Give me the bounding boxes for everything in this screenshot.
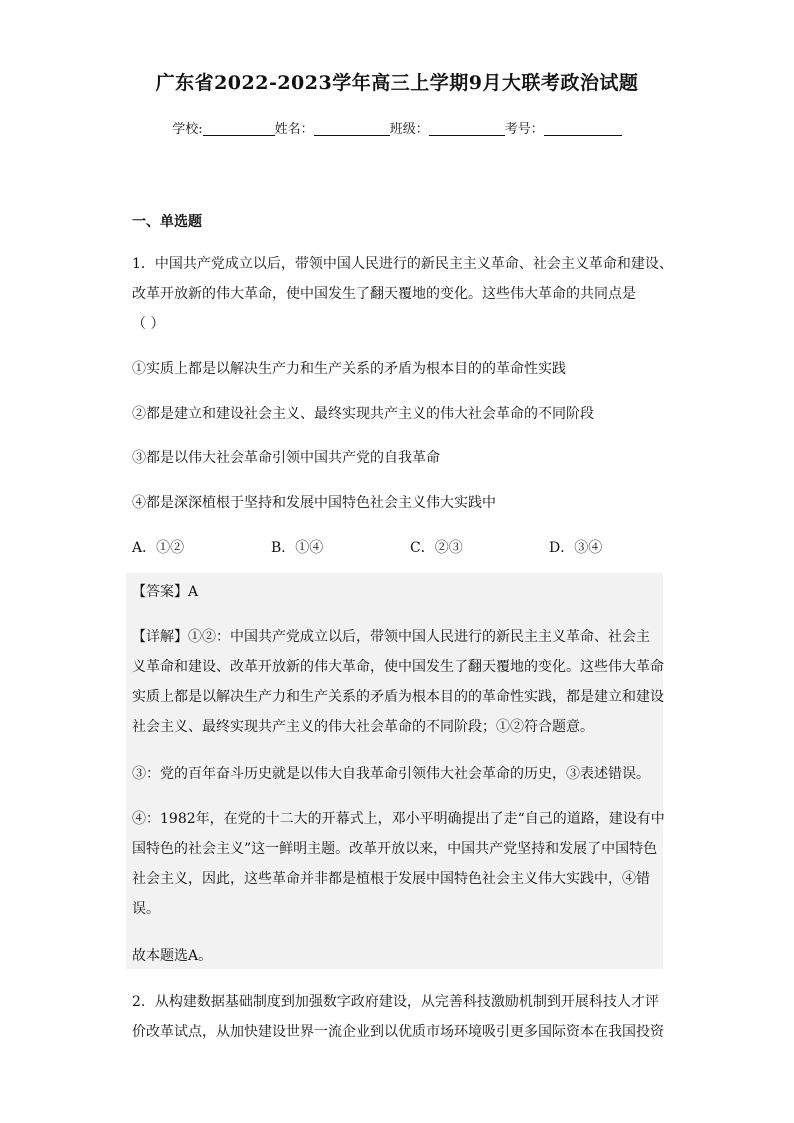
- q2-stem-line: 价改革试点，从加快建设世界一流企业到以优质市场环境吸引更多国际资本在我国投资: [132, 1024, 664, 1040]
- detail-line: 社会主义，因此，这些革命并非都是植根于发展中国特色社会主义伟大实践中，④错: [132, 871, 650, 887]
- document-title: 广东省2022-2023学年高三上学期9月大联考政治试题: [155, 72, 639, 94]
- q1-stem-line: （ ）: [132, 316, 165, 332]
- q1-statement: ②都是建立和建设社会主义、最终实现共产主义的伟大社会革命的不同阶段: [132, 406, 594, 422]
- detail-line: 义革命和建设、改革开放新的伟大革命，使中国发生了翻天覆地的变化。这些伟大革命: [132, 659, 664, 675]
- option-a[interactable]: A．①②: [132, 540, 185, 556]
- option-b[interactable]: B．①④: [271, 540, 324, 556]
- student-info-line: [0, 118, 794, 137]
- detail-line: 国特色的社会主义”这一鲜明主题。改革开放以来，中国共产党坚持和发展了中国特色: [132, 841, 658, 857]
- q1-statement: ①实质上都是以解决生产力和生产关系的矛盾为根本目的的革命性实践: [132, 361, 566, 377]
- detail-line: 实质上都是以解决生产力和生产关系的矛盾为根本目的的革命性实践，都是建立和建设: [132, 689, 664, 705]
- q1-stem-line: 改革开放新的伟大革命，使中国发生了翻天覆地的变化。这些伟大革命的共同点是: [132, 286, 636, 302]
- id-blank[interactable]: [544, 121, 622, 136]
- detail-line: 误。: [132, 901, 160, 917]
- class-label: 班级：: [389, 122, 429, 137]
- detail-line: 【详解】①②：中国共产党成立以后，带领中国人民进行的新民主主义革命、社会主: [132, 629, 650, 645]
- school-label: 学校:: [172, 122, 203, 137]
- conclusion-line: 故本题选A。: [132, 948, 213, 964]
- detail-line: 社会主义、最终实现共产主义的伟大社会革命的不同阶段；①②符合题意。: [132, 719, 594, 735]
- name-label: 姓名：: [274, 122, 314, 137]
- q1-statement: ④都是深深植根于坚持和发展中国特色社会主义伟大实践中: [132, 495, 496, 511]
- q1-statement: ③都是以伟大社会革命引领中国共产党的自我革命: [132, 450, 440, 466]
- section-heading: 一、单选题: [132, 214, 202, 230]
- option-c[interactable]: C．②③: [410, 540, 463, 556]
- q1-stem-line: 1．中国共产党成立以后，带领中国人民进行的新民主主义革命、社会主义革命和建设、: [132, 256, 673, 272]
- school-blank[interactable]: [203, 121, 275, 136]
- detail-line: ④：1982年，在党的十二大的开幕式上，邓小平明确提出了走“自己的道路，建设有中: [132, 811, 665, 827]
- detail-line: ③：党的百年奋斗历史就是以伟大自我革命引领伟大社会革命的历史，③表述错误。: [132, 766, 650, 782]
- answer-line: 【答案】A: [132, 584, 199, 600]
- option-d[interactable]: D．③④: [549, 540, 603, 556]
- q2-stem-line: 2．从构建数据基础制度到加强数字政府建设，从完善科技激励机制到开展科技人才评: [132, 994, 659, 1010]
- id-label: 考号：: [504, 122, 544, 137]
- name-blank[interactable]: [314, 121, 390, 136]
- class-blank[interactable]: [429, 121, 505, 136]
